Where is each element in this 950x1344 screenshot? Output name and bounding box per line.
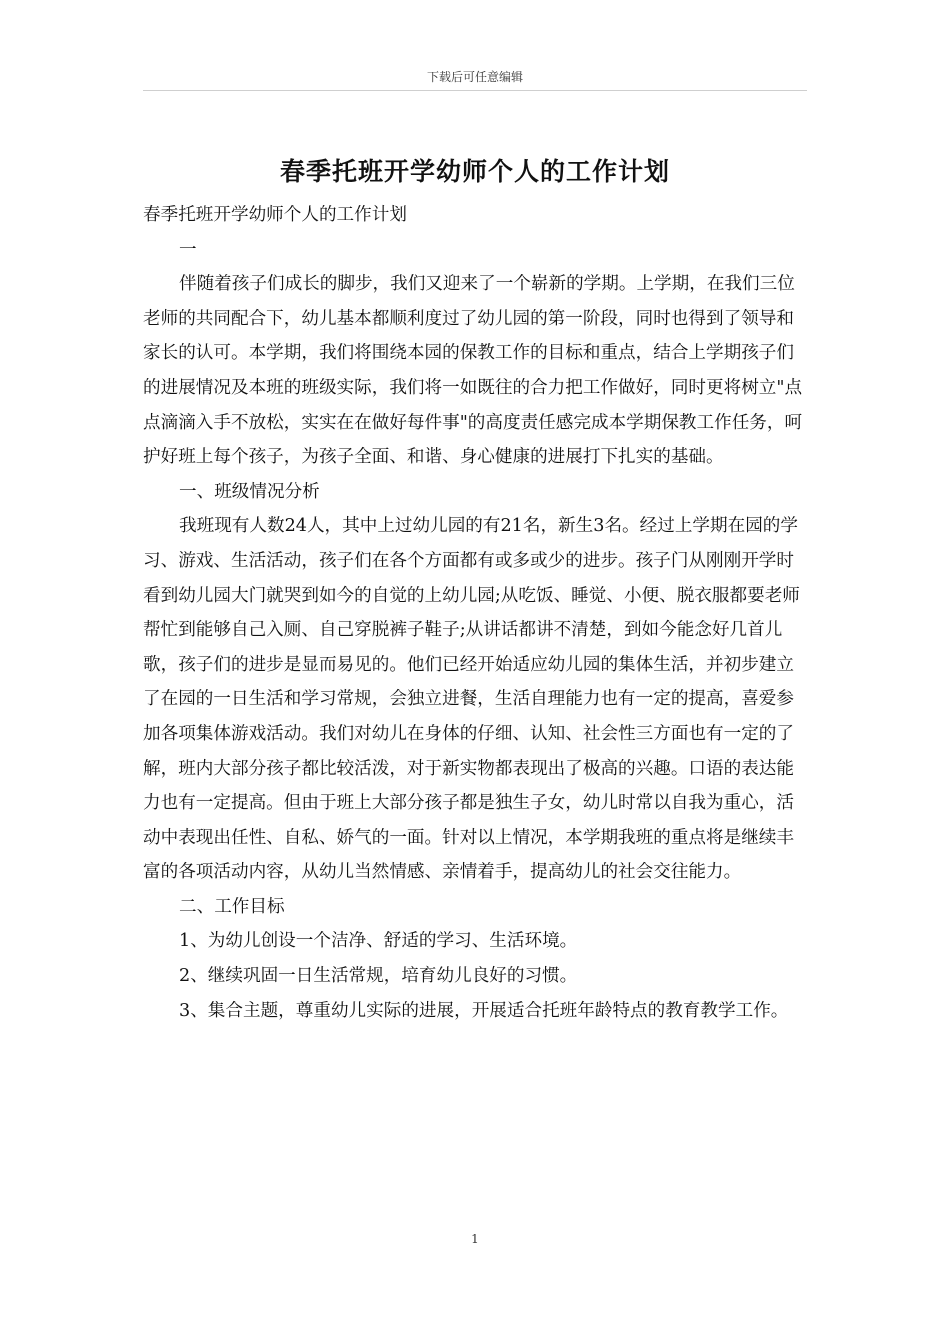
document-title: 春季托班开学幼师个人的工作计划 bbox=[279, 157, 670, 186]
section-marker: 一 bbox=[179, 239, 197, 260]
goal-item-3: 3、集合主题，尊重幼儿实际的进展，开展适合托班年龄特点的教育教学工作。 bbox=[179, 1000, 789, 1021]
document-subtitle: 春季托班开学幼师个人的工作计划 bbox=[143, 205, 407, 225]
goal-item-1: 1、为幼儿创设一个洁净、舒适的学习、生活环境。 bbox=[179, 931, 578, 952]
section1-paragraph: 我班现有人数24人，其中上过幼儿园的有21名，新生3名。经过上学期在园的学习、游戏、生活活动，孩子们在各个方面都有或多或少的进步。孩子门从刚刚开学时看到幼儿园大门就哭到如今的自觉的上幼儿园;从吃饭、睡觉、小便、脱衣服都要老师帮忙到能够自己入厕、自己穿脱裤子鞋子;从讲话都讲不清楚，到如今能念好几首儿歌，孩子们的进步是显而易见的。他们已经开始适应幼儿园的集体生活，并初步建立了在园的一日生活和学习常规，会独立进餐，生活自理能力也有一定的提高，喜爱参加各项集体游戏活动。我们对幼儿在身体的仔细、认知、社会性三方面也有一定的了解，班内大部分孩子都比较活泼，对于新实物都表现出了极高的兴趣。口语的表达能力也有一定提高。但由于班上大部分孩子都是独生子女，幼儿时常以自我为重心，活动中表现出任性、自私、娇气的一面。针对以上情况，本学期我班的重点将是继续丰富的各项活动内容，从幼儿当然情感、亲情着手，提高幼儿的社会交往能力。 bbox=[143, 516, 800, 883]
intro-paragraph: 伴随着孩子们成长的脚步，我们又迎来了一个崭新的学期。上学期，在我们三位老师的共同配合下，幼儿基本都顺利度过了幼儿园的第一阶段，同时也得到了领导和家长的认可。本学期，我们将围绕本园的保教工作的目标和重点，结合上学期孩子们的进展情况及本班的班级实际，我们将一如既往的合力把工作做好，同时更将树立"点点滴滴入手不放松，实实在在做好每件事"的高度责任感完成本学期保教工作任务，呵护好班上每个孩子，为孩子全面、和谐、身心健康的进展打下扎实的基础。 bbox=[143, 274, 803, 468]
page-number: 1 bbox=[471, 1232, 479, 1246]
page-header: 下载后可任意编辑 bbox=[426, 70, 523, 84]
section2-heading: 二、工作目标 bbox=[179, 896, 285, 917]
header-divider bbox=[143, 90, 807, 91]
section1-heading: 一、班级情况分析 bbox=[179, 481, 320, 502]
document-body bbox=[143, 198, 811, 1028]
goal-item-2: 2、继续巩固一日生活常规，培育幼儿良好的习惯。 bbox=[179, 966, 578, 987]
